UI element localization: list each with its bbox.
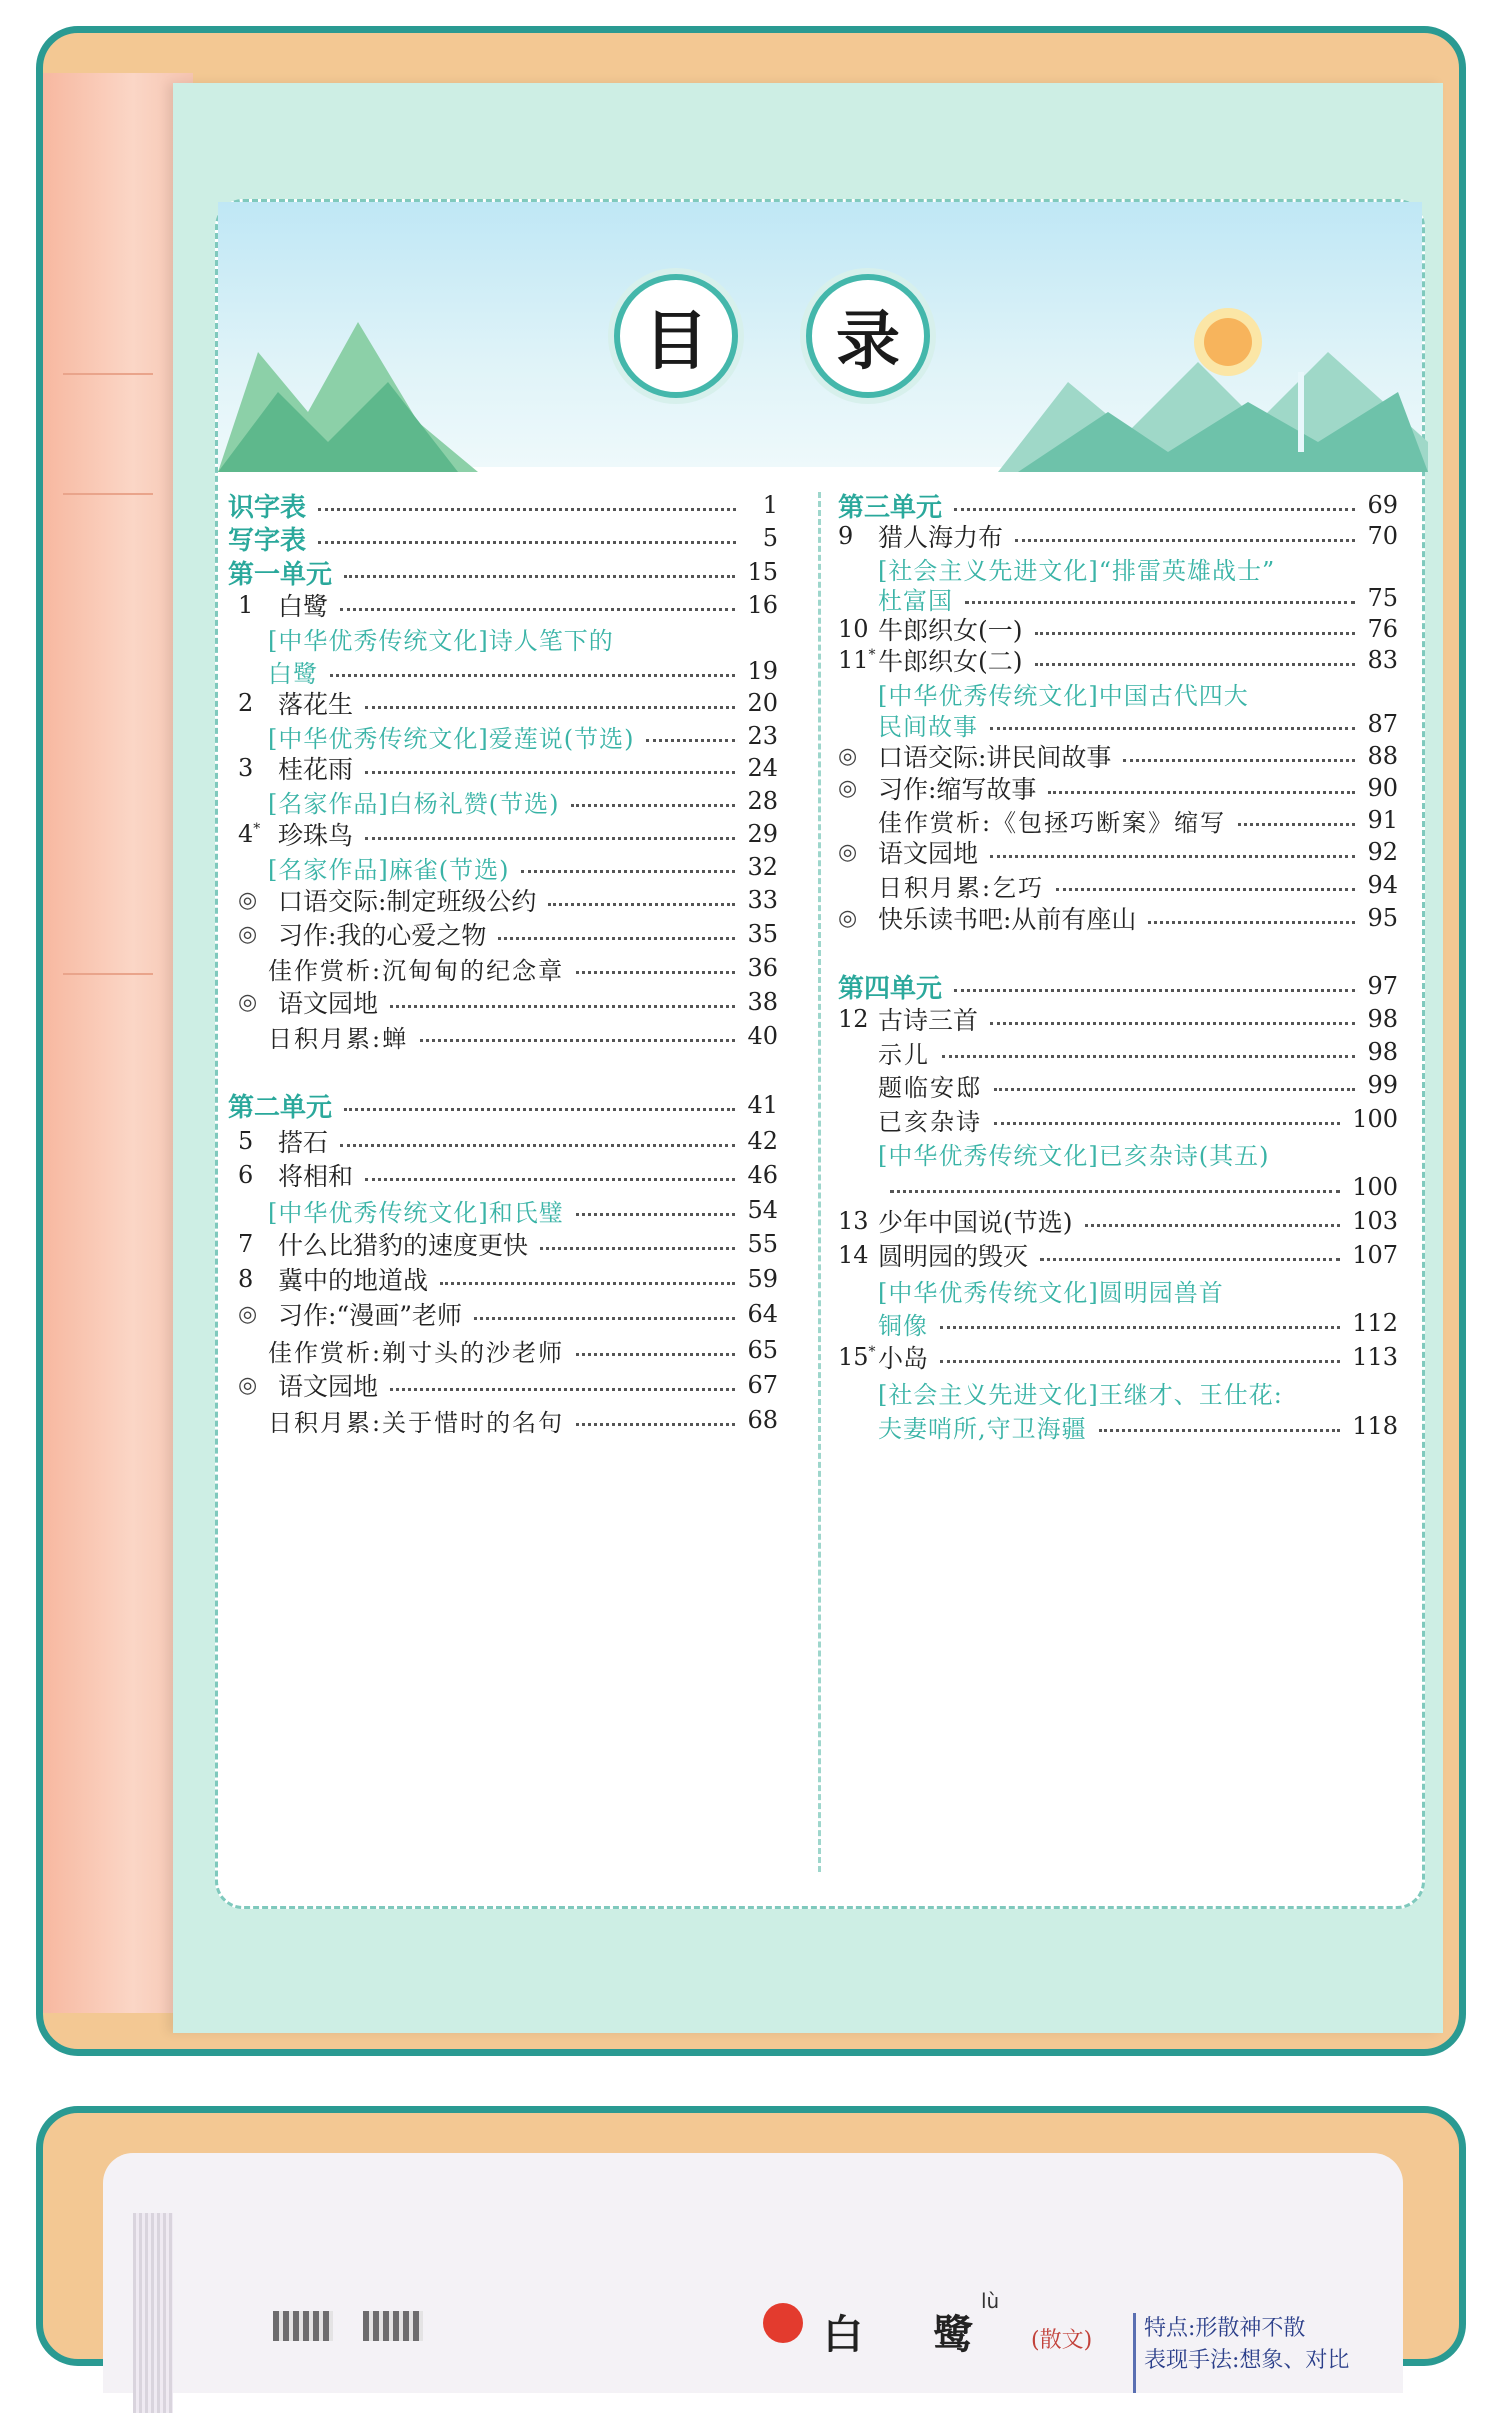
dot-leader: [994, 1088, 1355, 1091]
toc-entry-title: [名家作品]麻雀(节选): [268, 855, 510, 884]
toc-entry: [268, 1402, 778, 1438]
toc-page-number: 16: [747, 591, 778, 619]
toc-page-number: 20: [747, 689, 778, 717]
toc-card: [215, 199, 1425, 1909]
optional-lesson-star: *: [868, 1344, 876, 1360]
lesson-number-text: 8: [238, 1265, 254, 1293]
dot-leader: [1238, 823, 1355, 826]
toc-entry-title: 第一单元: [228, 559, 333, 590]
toc-entry: [878, 1135, 1398, 1171]
bullseye-icon: ◎: [838, 743, 858, 769]
lesson-number: [838, 646, 878, 674]
toc-entry: [238, 1157, 778, 1193]
toc-page-number: 33: [747, 886, 778, 914]
toc-entry: [238, 1226, 778, 1262]
toc-page-number: 83: [1367, 646, 1398, 674]
qr-code-icon: [273, 2311, 333, 2341]
toc-page-number: 36: [747, 954, 778, 982]
lesson-number: [238, 1265, 278, 1293]
optional-lesson-star: *: [868, 647, 876, 663]
toc-entry: [238, 587, 778, 623]
toc-entry: [838, 1001, 1398, 1037]
toc-entry-title: 夫妻哨所,守卫海疆: [878, 1414, 1087, 1443]
toc-entry-title: 少年中国说(节选): [878, 1208, 1073, 1237]
lesson-number: [238, 689, 278, 717]
lesson-number-text: 12: [838, 1005, 869, 1033]
dot-leader: [1099, 1429, 1341, 1432]
toc-page-number: 23: [747, 722, 778, 750]
toc-page-number: 99: [1367, 1071, 1398, 1099]
dot-leader: [420, 1039, 735, 1042]
toc-page-number: 97: [1367, 972, 1398, 1000]
toc-entry-title: 第三单元: [838, 492, 943, 523]
toc-entry: [838, 1237, 1398, 1273]
toc-entry-title: 白鹭: [268, 659, 318, 688]
toc-title-char-1: 目: [614, 274, 738, 398]
dot-leader: [521, 870, 735, 873]
toc-entry: [268, 620, 778, 656]
lesson-number: [238, 1127, 278, 1155]
toc-entry-title: [社会主义先进文化]王继才、王仕花:: [878, 1380, 1283, 1409]
toc-entry-title: 习作:缩写故事: [878, 775, 1037, 804]
toc-page-number: 35: [747, 920, 778, 948]
toc-entry: [878, 1101, 1398, 1137]
toc-entry-title: 圆明园的毁灭: [878, 1242, 1029, 1271]
toc-page-number: 90: [1367, 774, 1398, 802]
bullseye-icon: ◎: [238, 921, 258, 947]
lesson-title-char: 鹭: [933, 2311, 973, 2358]
dot-leader: [954, 508, 1355, 511]
lesson-number: [838, 1005, 878, 1033]
toc-page-number: 38: [747, 988, 778, 1016]
lesson-number: [838, 615, 878, 643]
toc-entry: [228, 554, 778, 590]
lesson-number-text: 4: [238, 820, 254, 848]
toc-entry: [238, 916, 778, 952]
toc-page-number: 103: [1352, 1207, 1398, 1235]
toc-entry: [878, 802, 1398, 838]
dot-leader: [1085, 1224, 1341, 1227]
toc-entry: [228, 1087, 778, 1123]
dot-leader: [340, 608, 735, 611]
toc-page-number: 118: [1352, 1412, 1398, 1440]
lesson-number-text: 5: [238, 1127, 254, 1155]
toc-entry: [228, 487, 778, 523]
toc-entry-title: 牛郎织女(一): [878, 616, 1023, 645]
dot-leader: [1148, 921, 1355, 924]
toc-header-illustration: [218, 202, 1422, 467]
toc-page-number: 69: [1367, 491, 1398, 519]
toc-photo-frame: [36, 26, 1466, 2056]
toc-entry: [878, 1408, 1398, 1444]
toc-page-number: 40: [747, 1022, 778, 1050]
toc-entry: [878, 706, 1398, 742]
toc-page-number: 41: [747, 1091, 778, 1119]
toc-entry-title: 冀中的地道战: [278, 1266, 429, 1295]
dot-leader: [330, 674, 735, 677]
toc-entry-title: 口语交际:制定班级公约: [278, 887, 537, 916]
lesson-number: [238, 1230, 278, 1258]
toc-entry: [268, 1018, 778, 1054]
toc-entry-title: [中华优秀传统文化]已亥杂诗(其五): [878, 1141, 1270, 1170]
toc-entry-title: 铜像: [878, 1311, 928, 1340]
toc-entry-title: 写字表: [228, 525, 307, 556]
toc-entry: [878, 867, 1398, 903]
dot-leader: [890, 1190, 1340, 1193]
dot-leader: [954, 989, 1355, 992]
toc-entry: [878, 1272, 1398, 1308]
toc-page-number: 113: [1352, 1343, 1398, 1371]
dot-leader: [965, 601, 1355, 604]
toc-entry: [238, 1296, 778, 1332]
toc-page-number: 15: [747, 558, 778, 586]
toc-page-number: 75: [1367, 584, 1398, 612]
lesson-number-text: 3: [238, 754, 254, 782]
mountain-left-icon: [218, 282, 478, 472]
lesson-number-text: 2: [238, 689, 254, 717]
toc-entry-title: 落花生: [278, 690, 354, 719]
toc-page-number: 54: [747, 1196, 778, 1224]
lesson-number: [238, 820, 278, 848]
lesson-number-text: 7: [238, 1230, 254, 1258]
toc-entry-title: 快乐读书吧:从前有座山: [878, 905, 1137, 934]
lesson-number-text: 11: [838, 646, 869, 674]
left-page-edge: [43, 73, 193, 2013]
dot-leader: [365, 706, 735, 709]
toc-entry: [268, 718, 778, 754]
lesson-number-text: 1: [238, 591, 254, 619]
toc-entry-title: 佳作赏析:沉甸甸的纪念章: [268, 956, 565, 985]
toc-entry-title: 识字表: [228, 492, 307, 523]
toc-entry-title: [中华优秀传统文化]圆明园兽首: [878, 1278, 1224, 1307]
bullseye-icon: ◎: [838, 839, 858, 865]
toc-entry-title: 将相和: [278, 1162, 354, 1191]
toc-page-number: 42: [747, 1127, 778, 1155]
toc-entry-title: 杜富国: [878, 586, 953, 615]
toc-entry-title: [中华优秀传统文化]诗人笔下的: [268, 626, 614, 655]
lesson-number: [838, 1343, 878, 1371]
toc-page-number: 65: [747, 1336, 778, 1364]
note-line: 特点:形散神不散: [1144, 2316, 1306, 2341]
toc-entry: [268, 1192, 778, 1228]
toc-page-number: 1: [762, 491, 778, 519]
genre-label: (散文): [1031, 2328, 1093, 2353]
toc-entry-title: [中华优秀传统文化]和氏璧: [268, 1198, 564, 1227]
toc-entry-title: 口语交际:讲民间故事: [878, 743, 1112, 772]
dot-leader: [1123, 759, 1355, 762]
toc-page-number: 46: [747, 1161, 778, 1189]
preview-page: [103, 2153, 1403, 2393]
optional-lesson-star: *: [253, 821, 261, 837]
dot-leader: [365, 1178, 735, 1181]
toc-page-number: 29: [747, 820, 778, 848]
lesson-number-text: 15: [838, 1343, 869, 1371]
dot-leader: [994, 1122, 1340, 1125]
bullseye-icon: ◎: [238, 1301, 258, 1327]
dot-leader: [474, 1317, 735, 1320]
dot-leader: [365, 771, 735, 774]
toc-entry-title: 古诗三首: [878, 1006, 979, 1035]
toc-entry-title: 珍珠鸟: [278, 821, 354, 850]
bullseye-icon: ◎: [838, 775, 858, 801]
dot-leader: [1035, 632, 1356, 635]
preview-photo-frame: [36, 2106, 1466, 2373]
toc-page-number: 59: [747, 1265, 778, 1293]
toc-entry: [838, 770, 1398, 806]
dot-leader: [990, 727, 1355, 730]
dot-leader: [1035, 663, 1356, 666]
bullseye-icon: ◎: [838, 905, 858, 931]
toc-page-number: 68: [747, 1406, 778, 1434]
lesson-number: [838, 1241, 878, 1269]
toc-page-number: 87: [1367, 710, 1398, 738]
toc-entry: [238, 882, 778, 918]
dot-leader: [1015, 539, 1355, 542]
qr-code-icon: [363, 2311, 423, 2341]
lesson-number-text: 9: [838, 522, 854, 550]
toc-entry: [838, 968, 1398, 1004]
toc-entry-title: 搭石: [278, 1128, 329, 1157]
dot-leader: [990, 1022, 1355, 1025]
toc-page-number: 95: [1367, 904, 1398, 932]
toc-entry-title: [社会主义先进文化]“排雷英雄战士”: [878, 556, 1276, 585]
toc-entry: [838, 642, 1398, 678]
toc-entry-title: 已亥杂诗: [878, 1107, 982, 1136]
dot-leader: [940, 1360, 1340, 1363]
dot-leader: [365, 837, 735, 840]
toc-entry: [238, 816, 778, 852]
dot-leader: [340, 1144, 735, 1147]
toc-entry-title: 桂花雨: [278, 755, 354, 784]
toc-entry: [238, 750, 778, 786]
toc-entry-title: 习作:“漫画”老师: [278, 1301, 462, 1330]
toc-page-number: 55: [747, 1230, 778, 1258]
toc-entry: [838, 738, 1398, 774]
dot-leader: [540, 1247, 735, 1250]
toc-entry: [838, 518, 1398, 554]
left-page-line: [63, 493, 153, 495]
landscape-right-icon: [998, 292, 1428, 472]
toc-entry-title: 日积月累:蝉: [268, 1024, 409, 1053]
toc-page-number: 98: [1367, 1038, 1398, 1066]
lesson-number-text: 6: [238, 1161, 254, 1189]
lesson-badge-icon: [763, 2303, 803, 2343]
toc-entry-title: 小岛: [878, 1344, 929, 1373]
toc-entry-title: 语文园地: [278, 989, 379, 1018]
dot-leader: [318, 508, 736, 511]
toc-entry-title: 日积月累:关于惜时的名句: [268, 1408, 565, 1437]
column-divider: [818, 492, 821, 1872]
toc-page-number: 28: [747, 787, 778, 815]
toc-entry-title: 白鹭: [278, 592, 329, 621]
toc-entry-title: 牛郎织女(二): [878, 647, 1023, 676]
toc-entry: [838, 834, 1398, 870]
dot-leader: [318, 541, 736, 544]
note-line: 表现手法:想象、对比: [1144, 2348, 1350, 2373]
dot-leader: [1056, 888, 1355, 891]
toc-entry: [238, 685, 778, 721]
toc-page-number: 19: [747, 657, 778, 685]
toc-page-number: 94: [1367, 871, 1398, 899]
dot-leader: [390, 1005, 735, 1008]
left-page-line: [63, 373, 153, 375]
toc-entry-title: 佳作赏析:剃寸头的沙老师: [268, 1338, 565, 1367]
toc-entry: [878, 1067, 1398, 1103]
toc-entry: [838, 1339, 1398, 1375]
toc-page-number: 98: [1367, 1005, 1398, 1033]
toc-entry-title: 语文园地: [278, 1372, 379, 1401]
toc-entry: [878, 1169, 1398, 1205]
toc-page-number: 112: [1352, 1309, 1398, 1337]
toc-page-number: 24: [747, 754, 778, 782]
toc-entry: [238, 1123, 778, 1159]
toc-entry-title: 民间故事: [878, 712, 978, 741]
lesson-number: [838, 1207, 878, 1235]
toc-entry-title: 第四单元: [838, 973, 943, 1004]
toc-entry: [268, 849, 778, 885]
dot-leader: [940, 1326, 1340, 1329]
dot-leader: [344, 575, 735, 578]
dot-leader: [576, 1353, 735, 1356]
bullseye-icon: ◎: [238, 989, 258, 1015]
dot-leader: [1048, 791, 1355, 794]
toc-entry: [878, 1034, 1398, 1070]
lesson-number: [238, 1161, 278, 1189]
toc-page-number: 91: [1367, 806, 1398, 834]
toc-entry-title: 什么比猎豹的速度更快: [278, 1231, 529, 1260]
dot-leader: [571, 804, 735, 807]
dot-leader: [942, 1055, 1355, 1058]
toc-entry: [268, 950, 778, 986]
toc-entry: [238, 1367, 778, 1403]
toc-entry: [878, 1374, 1398, 1410]
dot-leader: [576, 971, 735, 974]
toc-entry: [228, 520, 778, 556]
toc-entry-title: 习作:我的心爱之物: [278, 921, 487, 950]
toc-entry: [268, 653, 778, 689]
toc-title-char-2: 录: [806, 274, 930, 398]
toc-entry: [838, 1203, 1398, 1239]
bullseye-icon: ◎: [238, 1372, 258, 1398]
dot-leader: [498, 937, 735, 940]
toc-entry-title: [中华优秀传统文化]中国古代四大: [878, 681, 1249, 710]
dot-leader: [646, 739, 735, 742]
dot-leader: [576, 1423, 735, 1426]
toc-entry-title: 题临安邸: [878, 1073, 982, 1102]
toc-entry: [268, 1332, 778, 1368]
toc-entry-title: [中华优秀传统文化]爱莲说(节选): [268, 724, 635, 753]
toc-entry-title: 猎人海力布: [878, 523, 1004, 552]
toc-page-number: 5: [762, 524, 778, 552]
lesson-number: [838, 522, 878, 550]
dot-leader: [990, 855, 1355, 858]
toc-page-number: 88: [1367, 742, 1398, 770]
toc-entry: [238, 984, 778, 1020]
toc-entry-title: 语文园地: [878, 839, 979, 868]
bullseye-icon: ◎: [238, 887, 258, 913]
toc-page-number: 70: [1367, 522, 1398, 550]
toc-page-number: 67: [747, 1371, 778, 1399]
toc-entry: [238, 1261, 778, 1297]
toc-page-number: 32: [747, 853, 778, 881]
dot-leader: [1040, 1258, 1340, 1261]
dot-leader: [440, 1282, 735, 1285]
dot-leader: [390, 1388, 735, 1391]
toc-page-number: 76: [1367, 615, 1398, 643]
lesson-title-char: 白: [823, 2311, 863, 2358]
lesson-number-text: 14: [838, 1241, 869, 1269]
toc-page-number: 64: [747, 1300, 778, 1328]
toc-page-number: 100: [1352, 1105, 1398, 1133]
toc-page-number: 107: [1352, 1241, 1398, 1269]
lesson-number-text: 13: [838, 1207, 869, 1235]
page-stack-edge: [133, 2213, 173, 2413]
pinyin: lù: [981, 2289, 1000, 2313]
toc-page-number: 100: [1352, 1173, 1398, 1201]
toc-page-number: 92: [1367, 838, 1398, 866]
left-page-line: [63, 973, 153, 975]
dot-leader: [344, 1108, 735, 1111]
toc-entry-title: [名家作品]白杨礼赞(节选): [268, 789, 560, 818]
toc-entry-title: 佳作赏析:《包拯巧断案》缩写: [878, 808, 1227, 837]
toc-entry-title: 日积月累:乞巧: [878, 873, 1045, 902]
lesson-number: [238, 591, 278, 619]
dot-leader: [548, 903, 735, 906]
lesson-number: [238, 754, 278, 782]
lesson-number-text: 10: [838, 615, 869, 643]
dot-leader: [576, 1213, 736, 1216]
toc-entry: [838, 900, 1398, 936]
note-box: [1133, 2313, 1413, 2393]
toc-entry-title: 第二单元: [228, 1092, 333, 1123]
toc-entry: [268, 783, 778, 819]
toc-entry-title: 示儿: [878, 1040, 930, 1069]
toc-entry: [878, 1305, 1398, 1341]
